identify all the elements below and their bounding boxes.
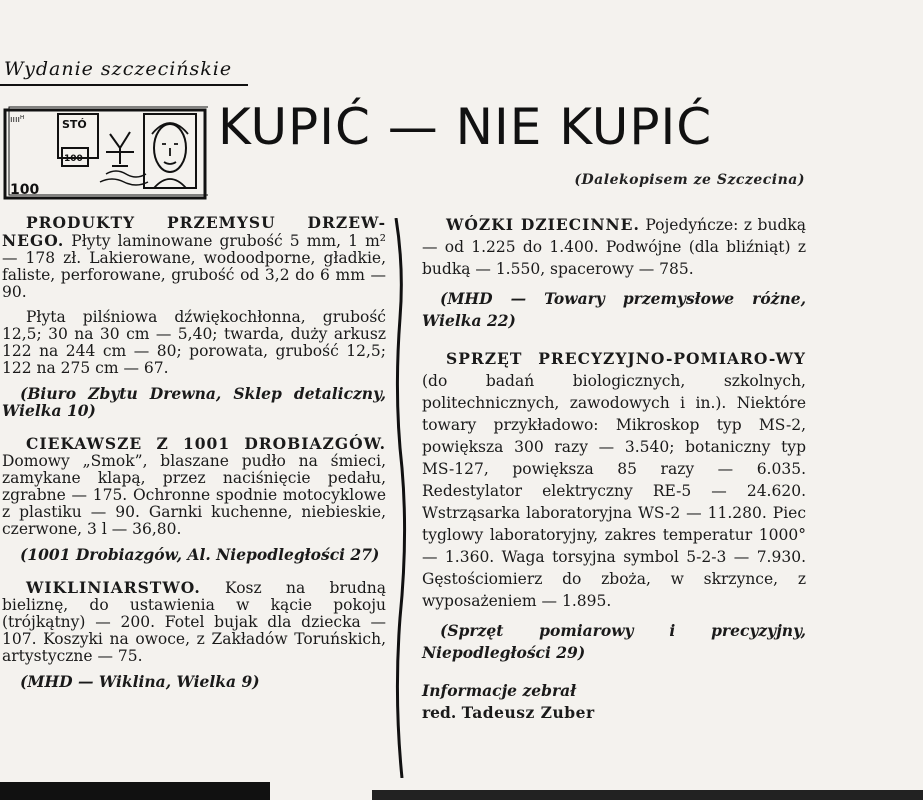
stamp-amount: 100 bbox=[10, 182, 40, 198]
stamp-label: STÓ bbox=[62, 118, 87, 131]
article-fibreboard bbox=[2, 309, 386, 377]
article-text: Płyta pilśniowa dźwiękochłonna, grubość 12,5; 30 na 30 cm — 5,40; twarda, duży arkusz 122 na 244 cm — 80; porowata, grubość 12,5; 122 na 275 cm — 67. bbox=[2, 308, 386, 377]
article-heading: PRODUKTY PRZEMYSU DRZEW-NEGO. bbox=[2, 213, 386, 250]
credit-line: Informacje zebrał bbox=[422, 681, 577, 700]
left-column bbox=[2, 214, 386, 706]
article-precision-equipment bbox=[422, 348, 806, 612]
article-wicker bbox=[2, 579, 386, 665]
source-note: (1001 Drobiazgów, Al. Niepodległości 27) bbox=[20, 545, 380, 564]
article-wood-products bbox=[2, 214, 386, 301]
edition-underline bbox=[0, 84, 248, 86]
stamp-illustration bbox=[2, 104, 208, 204]
article-heading: CIEKAWSZE Z 1001 DROBIAZGÓW. bbox=[26, 434, 386, 453]
article-heading: WIKLINIARSTWO. bbox=[26, 578, 201, 597]
edition-label: Wydanie szczecińskie bbox=[4, 58, 233, 80]
article-1001-items bbox=[2, 435, 386, 538]
credit-name: Tadeusz Zuber bbox=[461, 703, 595, 722]
source-note: (Sprzęt pomiarowy i precyzyjny, Niepodległości 29) bbox=[422, 621, 806, 662]
article-prams bbox=[422, 214, 806, 280]
credit-prefix: red. bbox=[422, 703, 462, 722]
source-note: (MHD — Towary przemysłowe różne, Wielka 22) bbox=[422, 289, 806, 330]
source-line: (Dalekopisem ze Szczecina) bbox=[574, 172, 805, 188]
stamp-corner-mark: ııııᵸ bbox=[10, 115, 25, 125]
article-text: (do badań biologicznych, szkolnych, politechnicznych, zawodowych i in.). Niektóre towary przykładowo: Mikroskop typ MS-2, powiększa 300 razy — 3.540; botaniczny typ MS-127, powiększa 85 razy — 6.035. Redestylator elektryczny RE-5 — 24.620. Wstrząsarka laboratoryjna WS-2 — 11.280. Piec tyglowy laboratoryjny, zakres temperatur 1000° — 1.360. Waga torsyjna symbol 5-2-3 — 7.930. Gęstościomierz do zboża, w skrzynce, z wyposażeniem — 1.895. bbox=[422, 372, 806, 610]
source-note: (Biuro Zbytu Drewna, Sklep detaliczny, Wielka 10) bbox=[2, 384, 386, 420]
article-heading: SPRZĘT PRECYZYJNO-POMIARO-WY bbox=[446, 349, 806, 368]
right-column bbox=[422, 214, 806, 724]
source-note: (MHD — Wiklina, Wielka 9) bbox=[20, 672, 260, 691]
bottom-rule-right bbox=[372, 790, 923, 800]
article-text: Pojedyńcze: z budką — od 1.225 do 1.400. Podwójne (dla bliźniąt) z budką — 1.550, spacerowy — 785. bbox=[422, 216, 806, 278]
stamp-small-value: 100 bbox=[64, 154, 83, 164]
page-title: KUPIĆ — NIE KUPIĆ bbox=[218, 98, 713, 156]
article-text: Domowy „Smok”, blaszane pudło na śmieci, zamykane klapą, przez naciśnięcie pedału, zgrabne — 175. Ochronne spodnie motocyklowe z plastiku — 90. Garnki kuchenne, niebieskie, czerwone, 3 l — 36,80. bbox=[2, 452, 386, 538]
article-heading: WÓZKI DZIECINNE. bbox=[446, 215, 640, 234]
column-divider bbox=[392, 218, 410, 778]
bottom-rule-left bbox=[0, 782, 270, 800]
article-text: Płyty laminowane grubość 5 mm, 1 m² — 178 zł. Lakierowane, wodoodporne, gładkie, faliste, perforowane, grubość od 3,2 do 6 mm — 90. bbox=[2, 232, 386, 301]
article-text: Kosz na brudną bieliznę, do ustawienia w kącie pokoju (trójkątny) — 200. Fotel bujak dla dziecka — 107. Koszyki na owoce, z Zakładów Toruńskich, artystyczne — 75. bbox=[2, 579, 386, 665]
credit-author bbox=[422, 702, 806, 724]
